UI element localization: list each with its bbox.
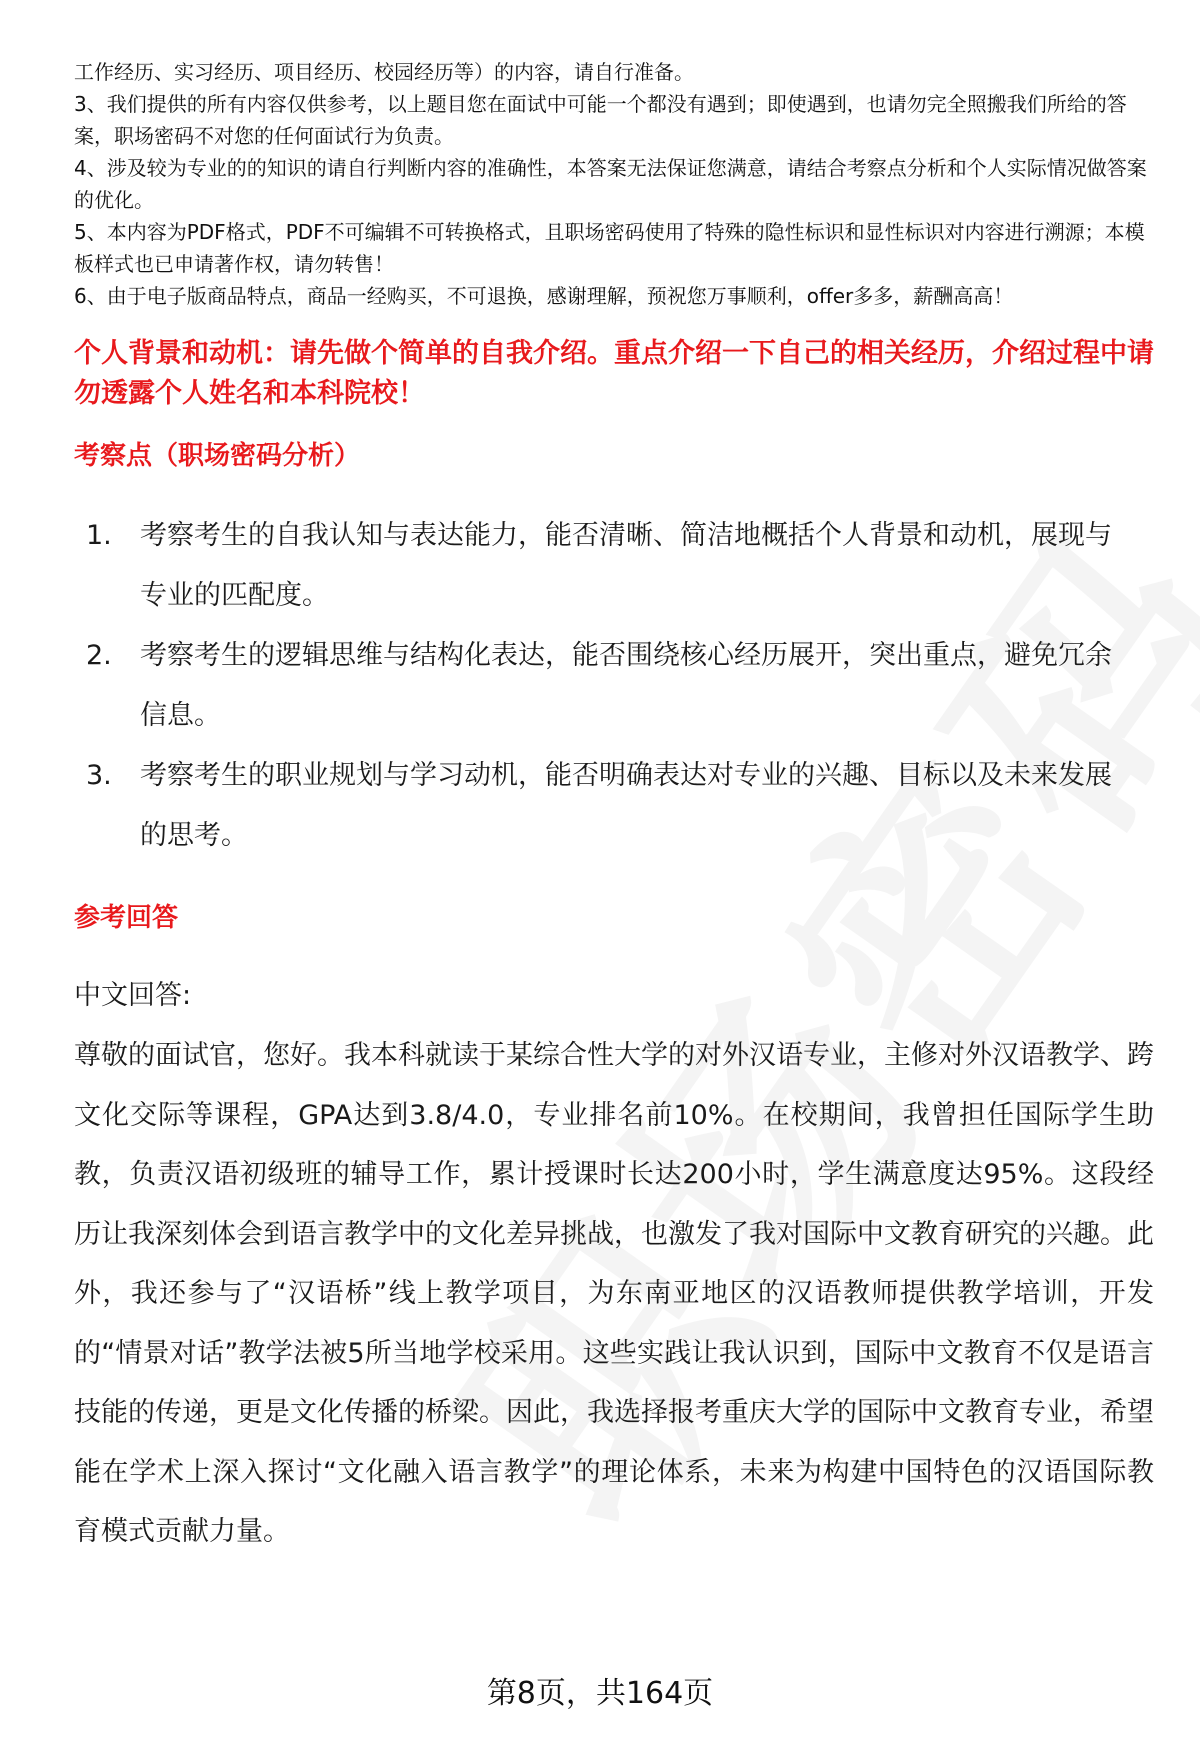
list-item	[74, 626, 1154, 746]
answer-language-label: 中文回答:	[74, 980, 192, 1011]
answer-heading: 参考回答	[74, 903, 179, 933]
note-line: 5、本内容为PDF格式，PDF不可编辑不可转换格式，且职场密码使用了特殊的隐性标识和显性标识对内容进行溯源；本模板样式也已申请著作权，请勿转售！	[74, 220, 1145, 276]
question-heading: 个人背景和动机：请先做个简单的自我介绍。重点介绍一下自己的相关经历，介绍过程中请勿透露个人姓名和本科院校！	[74, 338, 1154, 409]
page-number: 第8页，共164页	[486, 1676, 714, 1711]
list-number: 1.	[86, 520, 112, 551]
analysis-points	[74, 506, 1154, 866]
list-text: 考察考生的逻辑思维与结构化表达，能否围绕核心经历展开，突出重点，避免冗余信息。	[140, 640, 1112, 731]
notes-section	[74, 56, 1154, 312]
note-line: 4、涉及较为专业的的知识的请自行判断内容的准确性，本答案无法保证您满意，请结合考察点分析和个人实际情况做答案的优化。	[74, 156, 1147, 212]
note-line: 3、我们提供的所有内容仅供参考，以上题目您在面试中可能一个都没有遇到；即使遇到，也请勿完全照搬我们所给的答案，职场密码不对您的任何面试行为负责。	[74, 92, 1127, 148]
list-number: 3.	[86, 760, 112, 791]
list-number: 2.	[86, 640, 112, 671]
analysis-heading: 考察点（职场密码分析）	[74, 441, 361, 471]
document-page	[74, 56, 1154, 1562]
list-item	[74, 746, 1154, 866]
note-line: 工作经历、实习经历、项目经历、校园经历等）的内容，请自行准备。	[74, 60, 694, 84]
list-item	[74, 506, 1154, 626]
answer-body: 尊敬的面试官，您好。我本科就读于某综合性大学的对外汉语专业，主修对外汉语教学、跨文化交际等课程，GPA达到3.8/4.0，专业排名前10%。在校期间，我曾担任国际学生助教，负责汉语初级班的辅导工作，累计授课时长达200小时，学生满意度达95%。这段经历让我深刻体会到语言教学中的文化差异挑战，也激发了我对国际中文教育研究的兴趣。此外，我还参与了“汉语桥”线上教学项目，为东南亚地区的汉语教师提供教学培训，开发的“情景对话”教学法被5所当地学校采用。这些实践让我认识到，国际中文教育不仅是语言技能的传递，更是文化传播的桥梁。因此，我选择报考重庆大学的国际中文教育专业，希望能在学术上深入探讨“文化融入语言教学”的理论体系，未来为构建中国特色的汉语国际教育模式贡献力量。	[74, 1040, 1154, 1547]
note-line: 6、由于电子版商品特点，商品一经购买，不可退换，感谢理解，预祝您万事顺利，offer多多，薪酬高高！	[74, 284, 1014, 308]
list-text: 考察考生的职业规划与学习动机，能否明确表达对专业的兴趣、目标以及未来发展的思考。	[140, 760, 1112, 851]
list-text: 考察考生的自我认知与表达能力，能否清晰、简洁地概括个人背景和动机，展现与专业的匹配度。	[140, 520, 1112, 611]
